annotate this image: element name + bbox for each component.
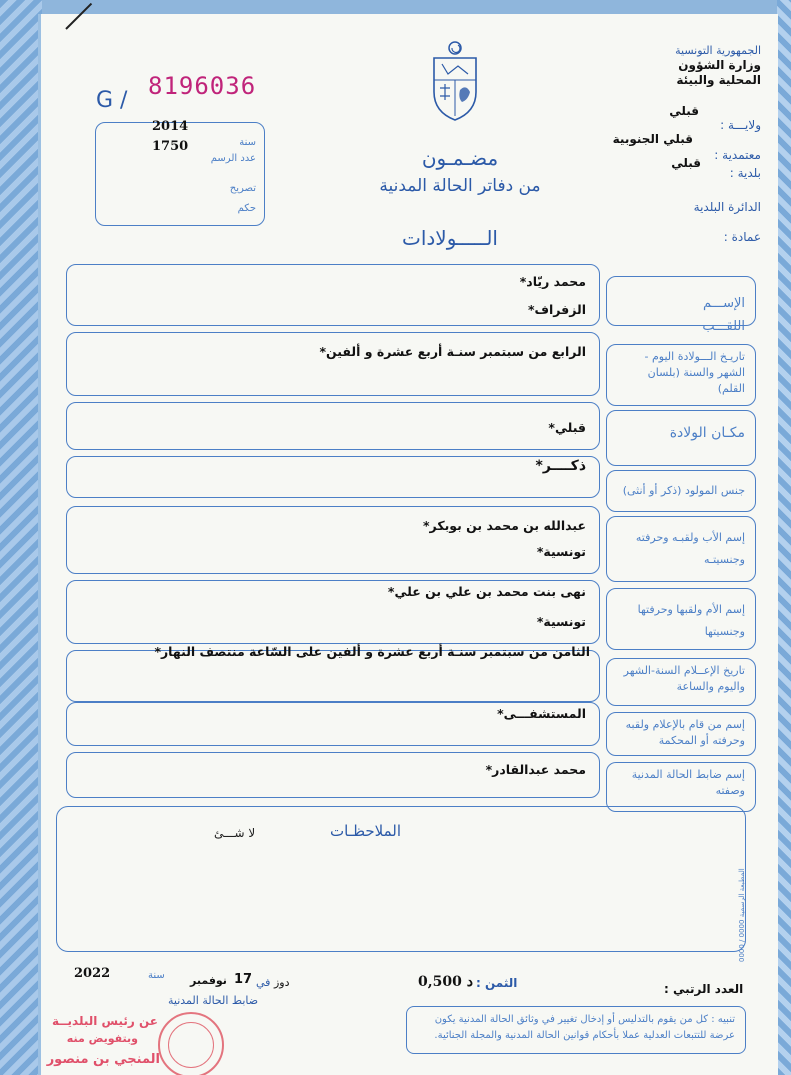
district-label: الدائرة البلدية [693,200,761,214]
registry-box [95,119,265,226]
officer-label-box [606,762,756,812]
municipal-seal-icon [158,1012,224,1075]
serial-prefix: G / [96,88,128,113]
birth-date-label: تاريـخ الـــولادة اليوم - الشهر والسنة (بلسان القلم) [644,350,745,395]
date-month: نوفمبر [190,974,227,987]
paper-border-right [777,0,791,1075]
row-declaration-date [66,644,756,702]
registry-declaration-label: تصريح [229,183,256,194]
father-nationality-value: تونسية* [536,544,586,559]
father-label: إسم الأب ولقبـه وحرفته وجنسيتـه [635,531,745,566]
serial-number: 8196036 [148,72,257,100]
registry-judgment-label: حكم [237,203,256,214]
sex-value-box [66,456,600,498]
document-title: مضـمـون [421,146,499,170]
birth-date-value-box [66,332,600,396]
omda-label: عمادة : [723,230,761,244]
declarant-label: إسم من قام بالإعلام ولقبه وحرفته أو المحكمة [625,718,745,747]
tunisia-coat-of-arms-icon [428,40,482,124]
birth-place-label: مكـان الولادة [669,425,745,441]
birth-date-label-box [606,344,756,406]
governorate-label: ولايـــة : [720,118,761,132]
declaration-date-label: تاريخ الإعــلام السنة-الشهر واليوم والساعة [623,664,745,693]
governorate-value: قبلي [669,104,699,118]
row-officer [66,752,756,798]
declarant-value: المستشفـــى* [497,706,586,721]
municipality-value: قبلي [671,156,701,170]
officer-title: ضابط الحالة المدنية [168,994,259,1007]
stamp-line-1: عن رئيس البلديــة [52,1014,158,1028]
birth-place-value-box [66,402,600,450]
price-value: 0,500 د [418,974,473,990]
date-prefix: في [256,976,271,989]
row-birth-place [66,402,756,450]
ministry-name: وزارة الشؤون المحلية والبيئة [676,58,761,87]
serial-label: العدد الرتبي : [664,982,744,996]
row-sex [66,456,756,498]
mother-name-value: نهى بنت محمد بن علي بن علي* [387,584,586,599]
row-declarant [66,702,756,746]
registry-number-value: 1750 [152,139,189,154]
date-year-value: 2022 [74,966,111,981]
notes-title: الملاحظـات [330,822,402,840]
sex-label: جنس المولود (ذكر أو أنثى) [622,484,745,497]
officer-value: محمد عبدالقادر* [485,762,586,777]
father-name-value: عبدالله بن محمد بن بوبكر* [423,518,586,533]
mother-label-box [606,588,756,650]
republic-name: الجمهورية التونسية [675,44,761,57]
surname-value: الزفراف* [527,302,586,317]
date-day: 17 [234,972,253,987]
name-value: محمد ريّاد* [519,274,586,289]
registry-year-value: 2014 [152,119,189,134]
name-label: الإســـم [703,296,745,311]
mother-label: إسم الأم ولقبها وحرفتها وجنسيتها [637,603,745,638]
father-value-box [66,506,600,574]
declaration-date-label-box [606,658,756,706]
price-label: الثمن : [476,976,518,990]
births-heading: الـــــولادات [402,226,498,250]
declarant-label-box [606,712,756,756]
printer-imprint: المطبعة الرسمية 0000 / 0000 [738,868,746,962]
birth-date-value: الرابع من سبتمبر سنـة أربع عشرة و ألفين* [319,344,586,359]
notes-value: لا شـــئ [214,826,256,840]
row-name [66,264,756,334]
surname-label: اللقـــب [702,318,745,334]
document-subtitle: من دفاتر الحالة المدنية [379,176,541,196]
row-father [66,506,756,574]
name-label-box [606,276,756,334]
legal-warning: تنبيه : كل من يقوم بالتدليس أو إدخال تغيير في وثائق الحالة المدنية يكون عرضة للتتبعات العدلية عملا بأحكام قوانين الحالة المدنية والمجلة الجنائية. [406,1006,746,1054]
stamp-line-2: وبتفويض منه [66,1032,138,1045]
officer-label: إسم ضابط الحالة المدنية وصفته [631,768,745,797]
municipality-label: بلدية : [729,166,761,180]
birth-place-value: قبلي* [548,420,586,435]
registry-year-label: سنة [239,137,256,148]
delegation-label: معتمدية : [714,148,761,162]
row-mother [66,580,756,644]
row-birth-date [66,332,756,396]
mother-nationality-value: تونسية* [536,614,586,629]
delegation-value: قبلي الجنوبية [612,132,693,146]
declaration-date-value: الثامن من سبتمبر سنـة أربع عشرة و ألفين على السّاعة منتصف النهار* [154,644,590,659]
registry-number-label: عدد الرسم [210,153,256,164]
sex-value: ذكــــر* [535,458,586,474]
date-city: دوز [274,976,290,989]
date-year-label: سنة [148,970,165,981]
father-label-box [606,516,756,582]
stamp-line-3: المنجي بن منصور [46,1052,160,1067]
paper-border-left [0,0,42,1075]
